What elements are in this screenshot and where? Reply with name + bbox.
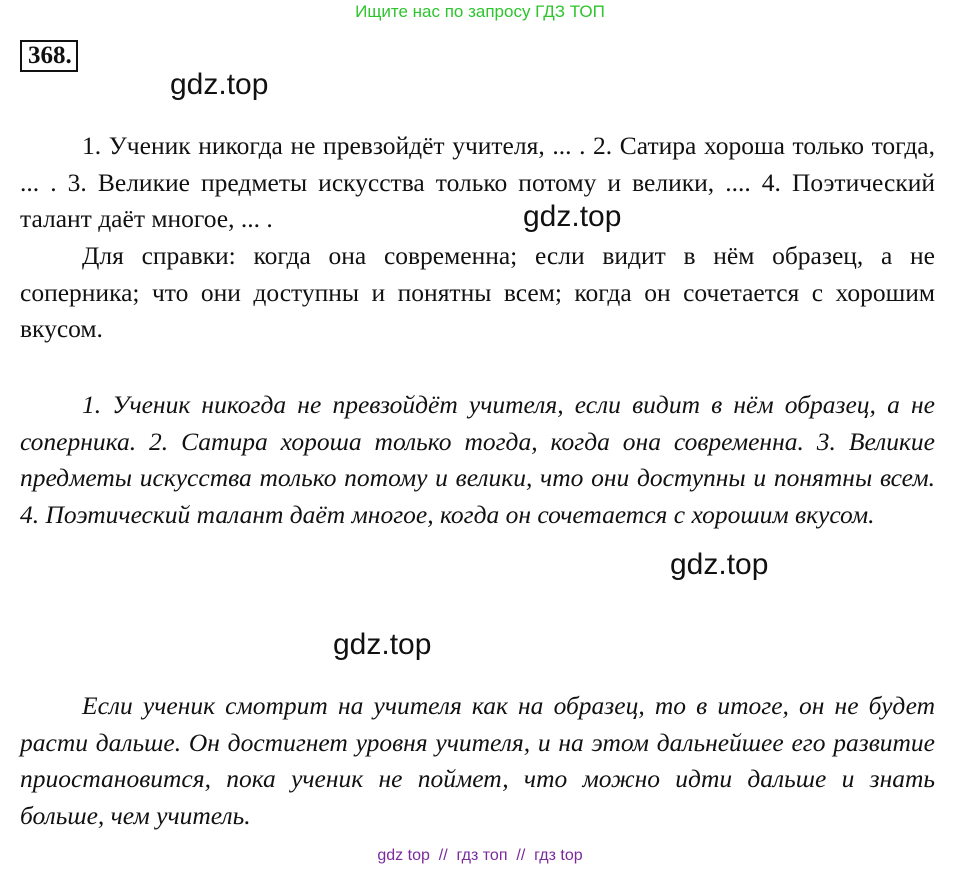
watermark: gdz.top <box>670 548 769 581</box>
answer-text: 1. Ученик никогда не превзойдёт учителя, если видит в нём образец, а не соперника. 2. Сатира хороша только тогда, когда она современна. 3. Великие предметы искусства только потому и велики, что они доступны и понятны всем. 4. Поэтический талант даёт многое, когда он сочетается с хорошим вкусом. <box>20 390 935 529</box>
footer-links: gdz top // гдз топ // гдз top <box>377 847 583 864</box>
search-banner: Ищите нас по запросу ГДЗ ТОП <box>355 2 605 21</box>
exercise-number: 368. <box>20 40 78 72</box>
task-text: 1. Ученик никогда не превзойдёт учителя, ... . 2. Сатира хороша только тогда, ... . 3. Великие предметы искусства только потому и велики, .... 4. Поэтический талант даёт многое, ... . <box>20 131 935 233</box>
watermark: gdz.top <box>170 68 269 101</box>
watermark: gdz.top <box>523 200 622 233</box>
watermark: gdz.top <box>333 628 432 661</box>
reference-text: Для справки: когда она современна; если видит в нём образец, а не соперника; что они доступны и понятны всем; когда он сочетается с хорошим вкусом. <box>20 241 935 343</box>
explanation-text: Если ученик смотрит на учителя как на образец, то в итоге, он не будет расти дальше. Он достигнет уровня учителя, и на этом дальнейшее его развитие приостановится, пока ученик не поймет, что можно идти дальше и знать больше, чем учитель. <box>20 691 935 830</box>
